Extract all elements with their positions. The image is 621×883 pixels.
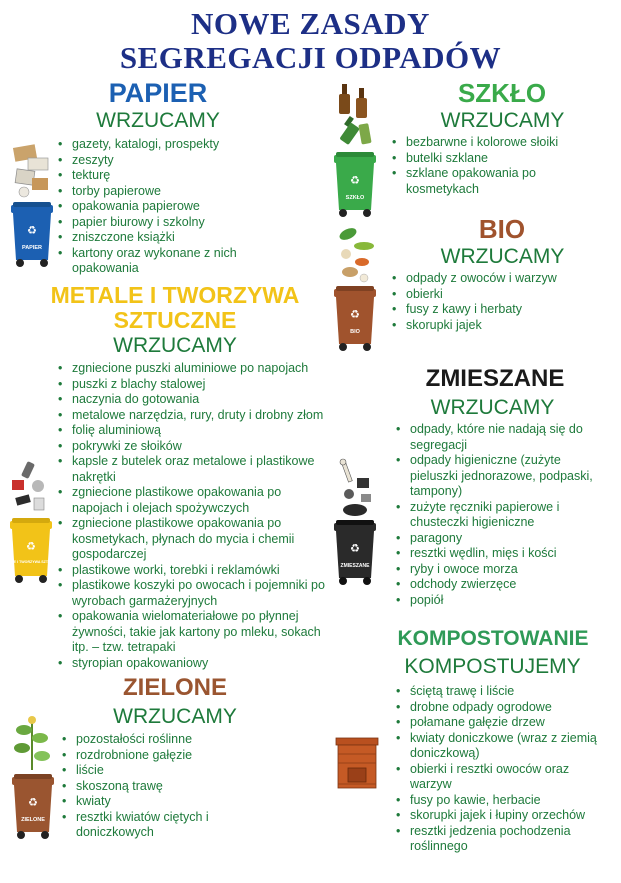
szklo-bin-icon — [332, 152, 378, 218]
list-item: • rozdrobnione gałęzie — [62, 748, 262, 764]
metale-bin-label: METALE I TWORZYWA SZTUCZNE — [1, 560, 61, 564]
list-item: • kartony oraz wykonane z nich opakowania — [58, 246, 258, 277]
papier-bin-icon — [9, 202, 55, 268]
zmieszane-heading: ZMIESZANE — [425, 365, 565, 392]
list-item: • odchody zwierzęce — [396, 577, 606, 593]
list-item: • odpady z owoców i warzyw — [392, 271, 602, 287]
list-item: • pokrywki ze słoików — [58, 439, 330, 455]
bio-list — [392, 271, 602, 333]
plastic-waste-icon — [8, 460, 52, 516]
list-item: • ryby i owoce morza — [396, 562, 606, 578]
zmieszane-sub: WRZUCAMY — [430, 396, 555, 419]
list-item: • drobne odpady ogrodowe — [396, 700, 608, 716]
list-item: • obierki i resztki owoców oraz warzyw — [396, 762, 608, 793]
kompost-heading: KOMPOSTOWANIE — [397, 627, 589, 650]
zmieszane-list — [396, 422, 606, 608]
list-item: • liście — [62, 763, 262, 779]
szklo-list — [392, 135, 602, 197]
bio-heading: BIO — [478, 214, 526, 244]
page-title-line1: NOWE ZASADY — [191, 6, 430, 41]
list-item: • zgniecione plastikowe opakowania po napojach i olejach spożywczych — [58, 485, 330, 516]
food-waste-icon — [334, 224, 378, 286]
list-item: • zużyte ręczniki papierowe i chusteczki higieniczne — [396, 500, 606, 531]
list-item: • szklane opakowania po kosmetykach — [392, 166, 602, 197]
list-item: • tekturę — [58, 168, 258, 184]
recycle-icon: ♻ — [350, 542, 360, 555]
szklo-sub: WRZUCAMY — [440, 109, 565, 132]
list-item: • skorupki jajek — [392, 318, 602, 334]
list-item: • zgniecione puszki aluminiowe po napojach — [58, 361, 330, 377]
list-item: • kwiaty doniczkowe (wraz z ziemią doniczkową) — [396, 731, 608, 762]
list-item: • zeszyty — [58, 153, 258, 169]
metale-bin-icon — [1, 518, 61, 584]
list-item: • paragony — [396, 531, 606, 547]
list-item: • ściętą trawę i liście — [396, 684, 608, 700]
list-item: • zniszczone książki — [58, 230, 258, 246]
list-item: • metalowe narzędzia, rury, druty i drobny złom — [58, 408, 330, 424]
bio-bin-icon — [332, 286, 378, 352]
list-item: • naczynia do gotowania — [58, 392, 330, 408]
zielone-bin-label: ZIELONE — [21, 817, 45, 823]
paper-waste-icon — [10, 140, 56, 200]
recycle-icon: ♻ — [26, 540, 36, 553]
recycle-icon: ♻ — [350, 174, 360, 187]
bone-waste-icon — [335, 458, 379, 522]
list-item: • zgniecione plastikowe opakowania po kosmetykach, płynach do mycia i chemii gospodarczej — [58, 516, 330, 563]
list-item: • resztki jedzenia pochodzenia roślinnego — [396, 824, 608, 855]
kompost-sub: KOMPOSTUJEMY — [404, 655, 581, 678]
list-item: • odpady higieniczne (zużyte pieluszki jednorazowe, podpaski, tampony) — [396, 453, 606, 500]
recycle-icon: ♻ — [28, 796, 38, 809]
list-item: • skorupki jajek i łupiny orzechów — [396, 808, 608, 824]
zmieszane-bin-icon — [332, 520, 378, 586]
metale-sub: WRZUCAMY — [113, 334, 237, 357]
plant-waste-icon — [10, 712, 54, 772]
list-item: • popiół — [396, 593, 606, 609]
recycle-icon: ♻ — [27, 224, 37, 237]
papier-list — [58, 137, 258, 277]
list-item: • plastikowe worki, torebki i reklamówki — [58, 563, 330, 579]
list-item: • bezbarwne i kolorowe słoiki — [392, 135, 602, 151]
list-item: • styropian opakowaniowy — [58, 656, 330, 672]
zielone-heading: ZIELONE — [122, 674, 227, 701]
kompost-list — [396, 684, 608, 855]
list-item: • torby papierowe — [58, 184, 258, 200]
list-item: • kwiaty — [62, 794, 262, 810]
list-item: • odpady, które nie nadają się do segregacji — [396, 422, 606, 453]
metale-list — [58, 361, 330, 671]
list-item: • resztki kwiatów ciętych i doniczkowych — [62, 810, 262, 841]
recycle-icon: ♻ — [350, 308, 360, 321]
list-item: • kapsle z butelek oraz metalowe i plastikowe nakrętki — [58, 454, 330, 485]
papier-sub: WRZUCAMY — [96, 109, 220, 132]
szklo-heading: SZKŁO — [457, 78, 547, 108]
metale-heading-line1: METALE I TWORZYWA — [50, 282, 300, 308]
list-item: • resztki wędlin, mięs i kości — [396, 546, 606, 562]
list-item: • fusy z kawy i herbaty — [392, 302, 602, 318]
bio-bin-label: BIO — [350, 329, 360, 335]
zielone-bin-icon — [10, 774, 56, 840]
list-item: • fusy po kawie, herbacie — [396, 793, 608, 809]
zmieszane-bin-label: ZMIESZANE — [340, 563, 370, 569]
list-item: • obierki — [392, 287, 602, 303]
metale-heading-line2: SZTUCZNE — [113, 307, 237, 333]
list-item: • opakowania papierowe — [58, 199, 258, 215]
papier-bin-label: PAPIER — [21, 245, 43, 251]
list-item: • folię aluminiową — [58, 423, 330, 439]
szklo-bin-label: SZKŁO — [345, 195, 365, 201]
list-item: • butelki szklane — [392, 151, 602, 167]
list-item: • opakowania wielomateriałowe po płynnej żywności, takie jak kartony po mleku, sokach itp. – tzw. tetrapaki — [58, 609, 330, 656]
list-item: • gazety, katalogi, prospekty — [58, 137, 258, 153]
list-item: • skoszoną trawę — [62, 779, 262, 795]
list-item: • puszki z blachy stalowej — [58, 377, 330, 393]
list-item: • papier biurowy i szkolny — [58, 215, 258, 231]
compost-bin-icon — [334, 738, 380, 790]
list-item: • połamane gałęzie drzew — [396, 715, 608, 731]
list-item: • plastikowe koszyki po owocach i pojemniki po wyrobach garmażeryjnych — [58, 578, 330, 609]
papier-heading: PAPIER — [108, 78, 208, 108]
list-item: • pozostałości roślinne — [62, 732, 262, 748]
bottle-icon — [336, 82, 376, 148]
bio-sub: WRZUCAMY — [440, 245, 565, 268]
zielone-sub: WRZUCAMY — [113, 705, 237, 728]
zielone-list — [62, 732, 262, 841]
page-title-line2: SEGREGACJI ODPADÓW — [119, 40, 502, 75]
